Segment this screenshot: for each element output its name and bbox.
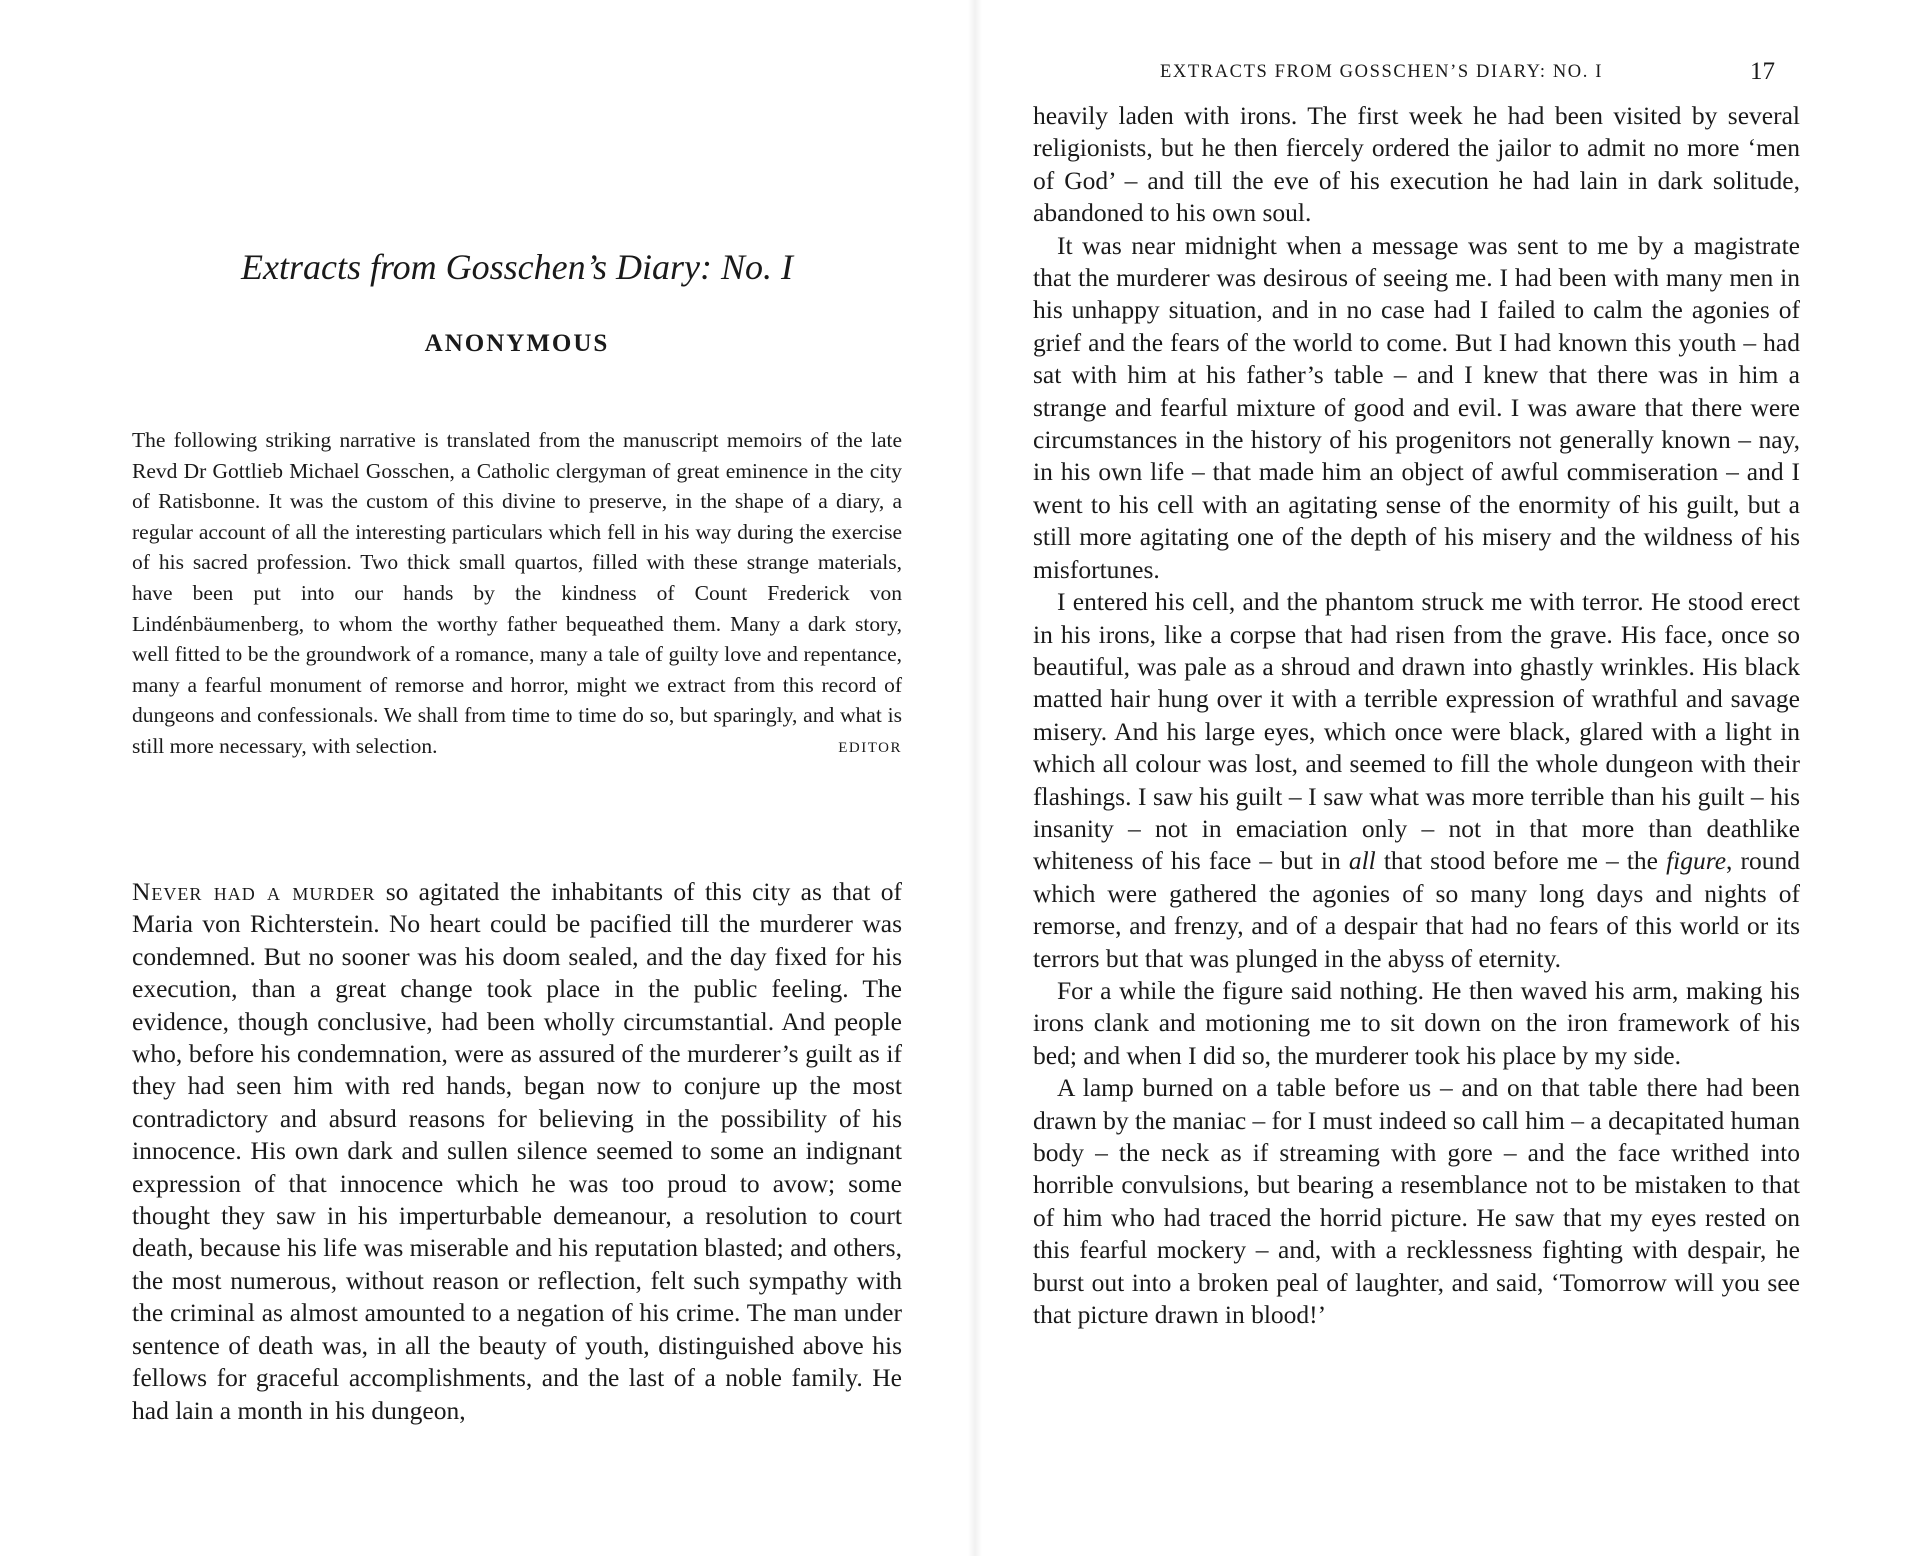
emphasis-figure: figure (1666, 846, 1727, 876)
story-title: Extracts from Gosschen’s Diary: No. I (241, 247, 793, 287)
paragraph-3-part-c: , round which were gathered the agonies of so many long days and nights of remorse, and frenzy, and of a despair that had no fears of this world or its terrors but that was plunged in the abyss of eternity. (1033, 846, 1801, 973)
left-page-body (132, 876, 902, 1427)
opening-words: Never had a murder (132, 877, 376, 906)
running-head: EXTRACTS FROM GOSSCHEN’S DIARY: NO. I (1160, 62, 1603, 82)
paragraph-1: heavily laden with irons. The first week he had been visited by several religionists, but he then fiercely ordered the jailor to admit no more ‘men of God’ – and till the eve of his execution he had lain in dark solitude, abandoned to his own soul. (1033, 101, 1800, 228)
paragraph-3 (1033, 586, 1800, 975)
story-author: ANONYMOUS (424, 330, 610, 357)
editor-introduction (132, 425, 902, 764)
paragraph-5: A lamp burned on a table before us – and on that table there had been drawn by the maniac – for I must indeed so call him – a decapitated human body – the neck as if streaming with gore – and the face writhed into horrible convulsions, but bearing a resemblance not to be mistaken to that of him who had traced the horrid picture. He saw that my eyes rested on this fearful mockery – and, with a recklessness fighting with despair, he burst out into a broken peal of laughter, and said, ‘Tomorrow will you see that picture drawn in blood!’ (1033, 1073, 1800, 1330)
paragraph-3-part-b: that stood before me – the (1375, 846, 1667, 876)
paragraph-2: It was near midnight when a message was sent to me by a magistrate that the murderer was desirous of seeing me. I had been with many men in his unhappy situation, and in no case had I failed to calm the agonies of grief and the fears of the world to come. But I had known this youth – had sat with him at his father’s table – and I knew that there was in him a strange and fearful mixture of good and evil. I was aware that there were circumstances in the history of his progenitors not generally known – nay, in his own life – that made him an object of awful commiseration – and I went to his cell with an agitating sense of the enormity of his guilt, but a still more agitating one of the depth of his misery and the wildness of his misfortunes. (1033, 230, 1800, 584)
right-page-body (1033, 100, 1800, 1331)
left-body-text: so agitated the inhabitants of this city as that of Maria von Richterstein. No heart could be pacified till the murderer was condemned. But no sooner was his doom sealed, and the day fixed for his execution, than a great change took place in the public feeling. The evidence, though conclusive, had been wholly circumstantial. And people who, before his condemnation, were as assured of the murderer’s guilt as if they had seen him with red hands, began now to conjure up the most contradictory and absurd reasons for believing in the possibility of his innocence. His own dark and sullen silence seemed to some an indignant expression of that innocence which he was too proud to avow; some thought they saw in his imperturbable demeanour, a resolution to court death, because his life was miserable and his reputation blasted; and others, the most numerous, without reason or reflection, felt such sympathy with the criminal as almost amounted to a negation of his crime. The man under sentence of death was, in all the beauty of youth, distinguished above his fellows for graceful accomplishments, and the last of a noble family. He had lain a month in his dungeon, (132, 877, 903, 1425)
page-number: 17 (1750, 58, 1775, 85)
emphasis-all: all (1348, 846, 1376, 876)
paragraph-3-part-a: I entered his cell, and the phantom struck me with terror. He stood erect in his irons, like a corpse that had risen from the grave. His face, once so beautiful, was pale as a shroud and drawn into ghastly wrinkles. His black matted hair hung over it with a terrible expression of wrathful and savage misery. And his large eyes, which once were black, glared with a light in which all colour was lost, and seemed to fill the whole dungeon with their flashings. I saw his guilt – I saw what was more terrible than his guilt – his insanity – not in emaciation only – not in that more than deathlike whiteness of his face – but in (1033, 587, 1800, 876)
editor-signature: EDITOR (838, 739, 902, 756)
paragraph-4: For a while the figure said nothing. He then waved his arm, making his irons clank and motioning me to sit down on the iron framework of his bed; and when I did so, the murderer took his place by my side. (1033, 975, 1800, 1070)
introduction-text: The following striking narrative is translated from the manuscript memoirs of the late Revd Dr Gottlieb Michael Gosschen, a Catholic clergyman of great eminence in the city of Ratisbonne. It was the custom of this divine to preserve, in the shape of a diary, a regular account of all the interesting particulars which fell in his way during the exercise of his sacred profession. Two thick small quartos, filled with these strange materials, have been put into our hands by the kindness of Count Frederick von Lindénbäumenberg, to whom the worthy father bequeathed them. Many a dark story, well fitted to be the groundwork of a romance, many a tale of guilty love and repentance, many a fearful monument of remorse and horror, might we extract from this record of dungeons and confessionals. We shall from time to time do so, but sparingly, and what is still more necessary, with selection. (132, 428, 902, 758)
right-page (975, 0, 1918, 1556)
